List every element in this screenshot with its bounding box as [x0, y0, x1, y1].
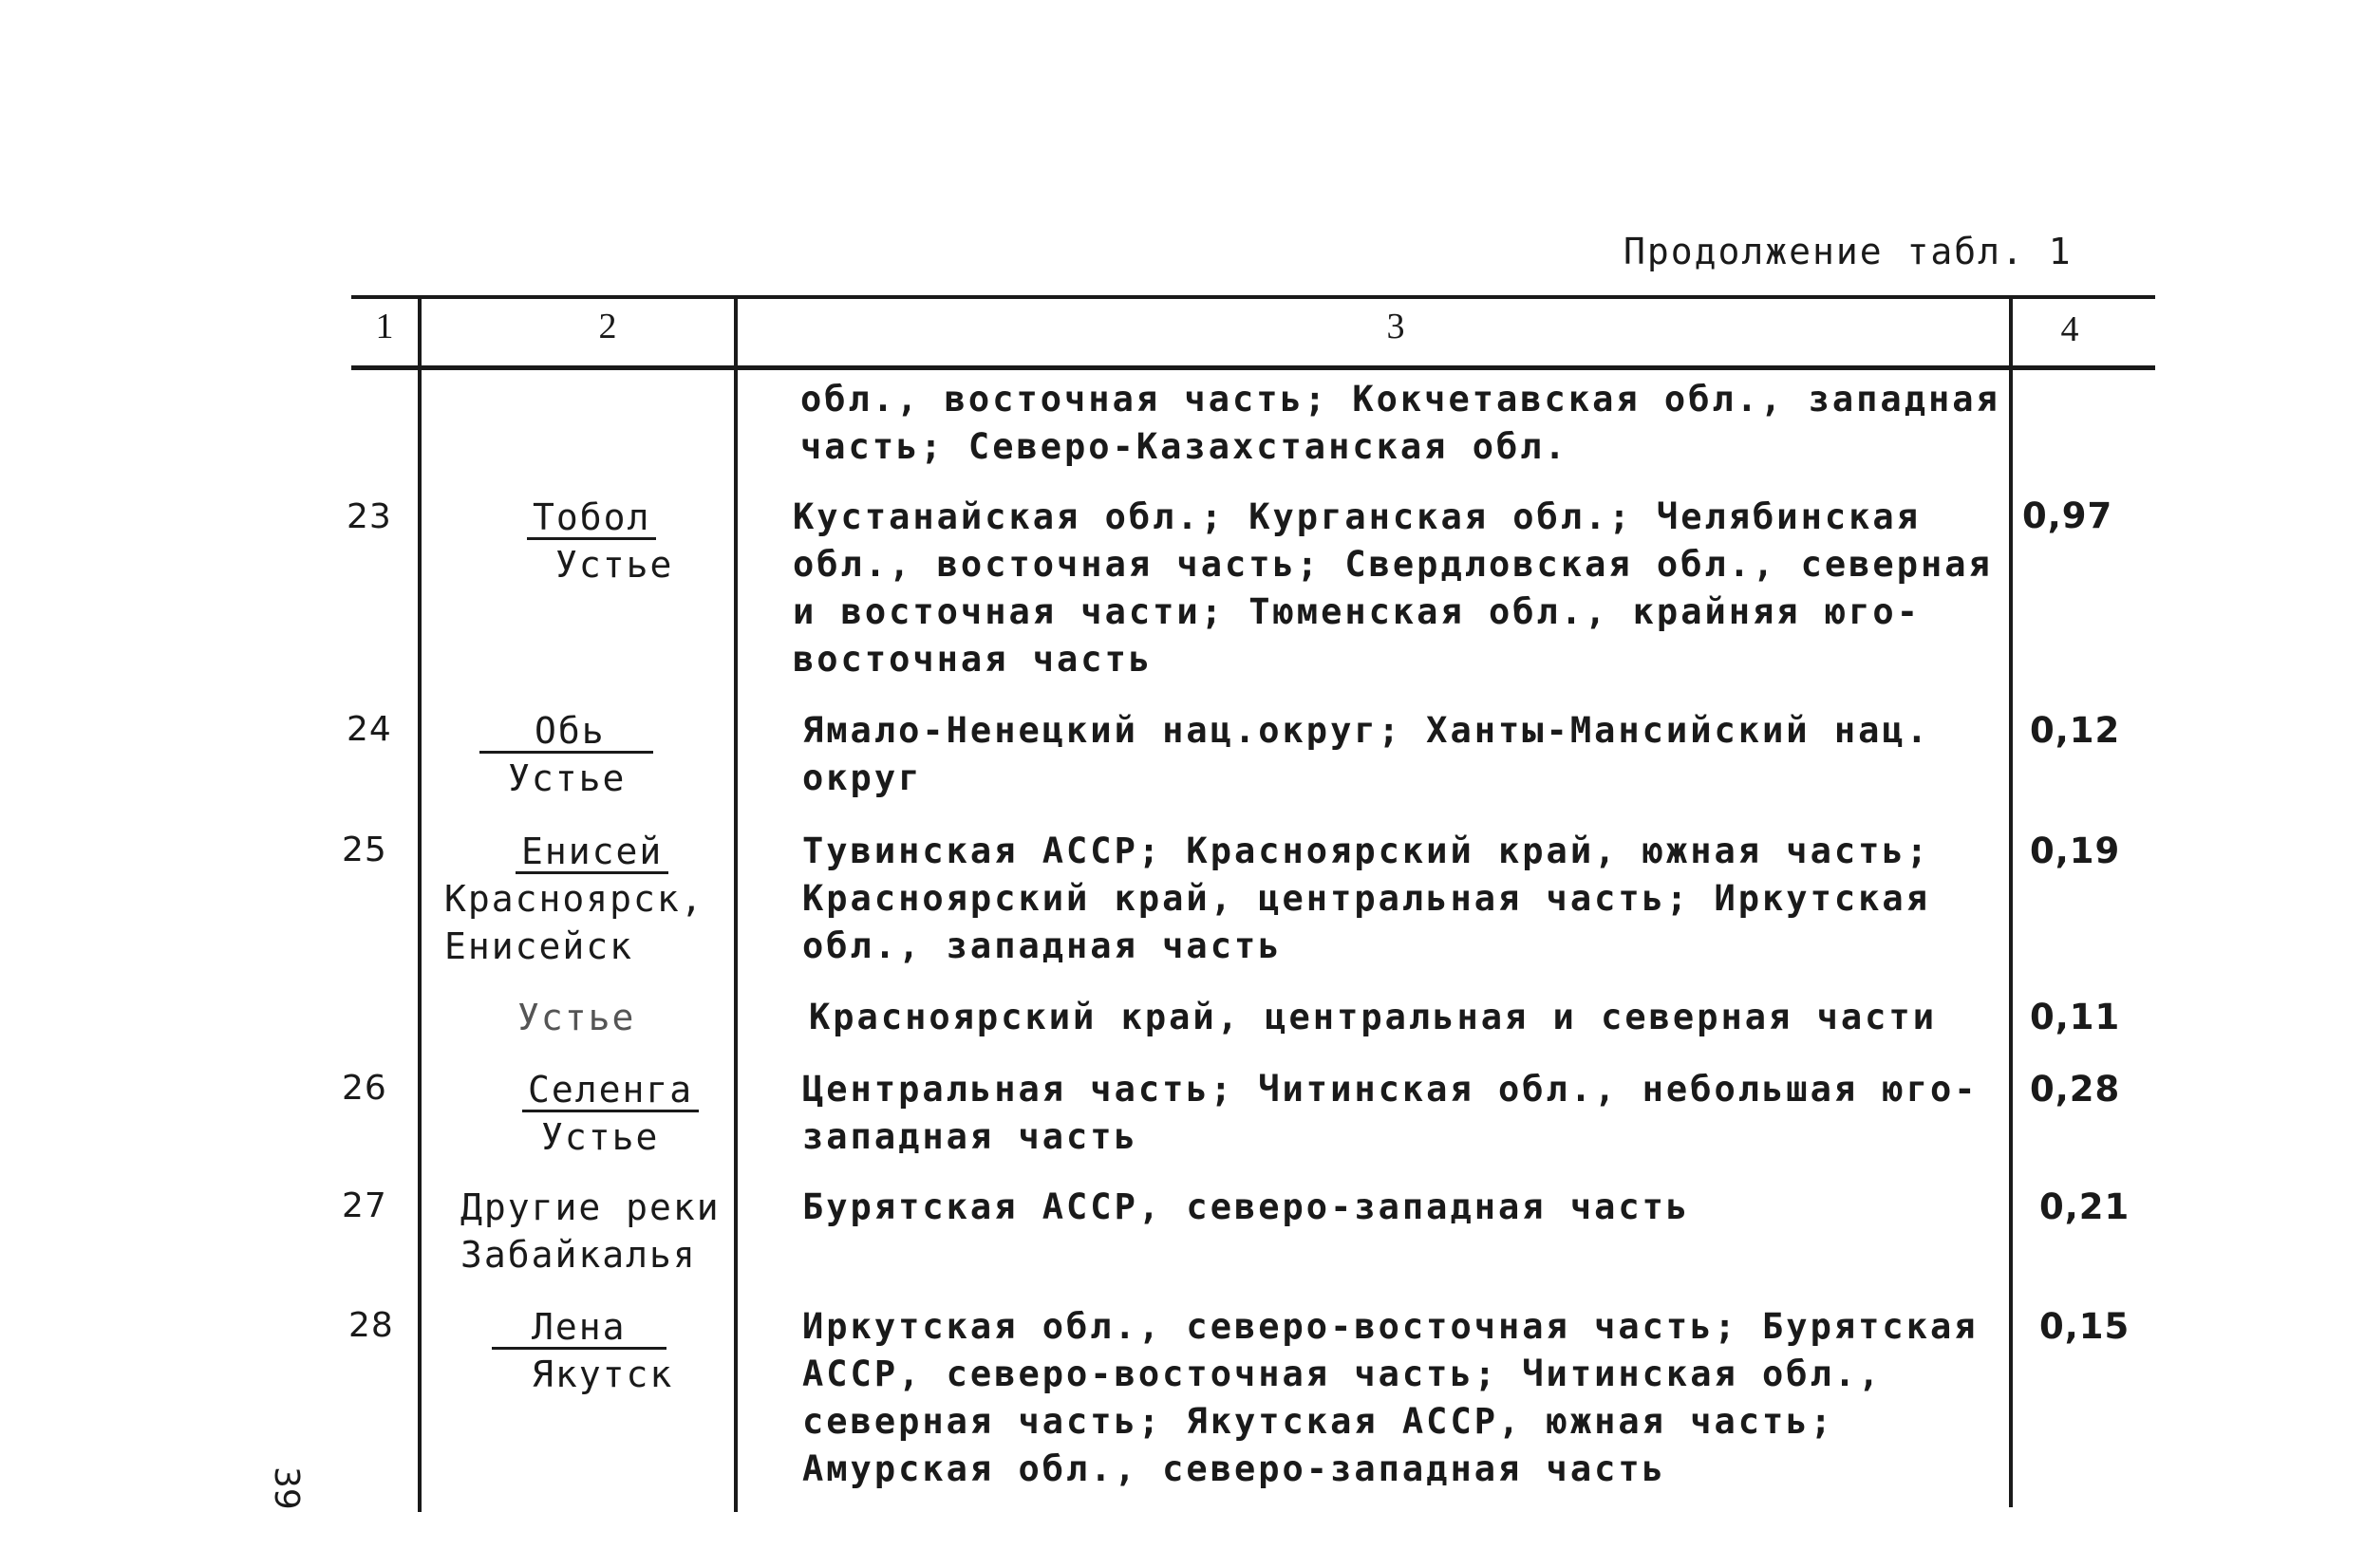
column-header-3: 3 — [1386, 307, 1405, 346]
description-line: западная часть — [802, 1116, 1138, 1157]
river-cell — [517, 994, 635, 1041]
region-description — [809, 994, 1937, 1041]
page-number: 39 — [267, 1466, 306, 1510]
row-number: 25 — [342, 831, 387, 869]
description-line: Центральная часть; Читинская обл., небольшая юго- — [802, 1069, 1979, 1110]
river-name: Енисей — [516, 831, 668, 874]
river-cell — [522, 1066, 699, 1161]
column-header-1: 1 — [375, 307, 394, 346]
continuation-line: часть; Северо-Казахстанская обл. — [800, 426, 1568, 467]
row-number: 26 — [342, 1069, 387, 1108]
river-cell — [479, 707, 653, 802]
column-header-2: 2 — [598, 307, 617, 346]
header-bottom-rule — [351, 365, 2155, 370]
description-line: Красноярский край, центральная часть; Иркутская — [802, 878, 1930, 919]
description-line: АССР, северо-восточная часть; Читинская обл., — [802, 1353, 1883, 1394]
region-description — [802, 707, 1930, 802]
row-number: 27 — [342, 1186, 387, 1225]
column-header-4: 4 — [2060, 309, 2079, 349]
river-name: Обь — [479, 711, 653, 754]
table-caption: Продолжение табл. 1 — [1624, 231, 2073, 272]
description-line: Тувинская АССР; Красноярский край, южная часть; — [802, 831, 1930, 871]
description-line: Кустанайская обл.; Курганская обл.; Челябинская — [793, 496, 1921, 537]
table-top-rule — [351, 295, 2155, 299]
region-description — [802, 1066, 1979, 1161]
coefficient-value: 0,19 — [2030, 831, 2121, 871]
description-line: Красноярский край, центральная и северная части — [809, 997, 1937, 1037]
gauge-site: Красноярск, — [444, 878, 704, 920]
coefficient-value: 0,11 — [2030, 997, 2121, 1037]
column-divider-2 — [734, 297, 738, 1512]
gauge-site: Забайкалья — [460, 1234, 697, 1276]
description-line: обл., западная часть — [802, 925, 1283, 966]
region-description — [793, 494, 1993, 683]
river-name: Лена — [492, 1307, 666, 1350]
description-line: округ — [802, 757, 923, 798]
description-line: обл., восточная часть; Свердловская обл., северная — [793, 544, 1993, 585]
gauge-site: Устье — [541, 1116, 660, 1158]
description-line: Ямало-Ненецкий нац.округ; Ханты-Мансийский нац. — [802, 710, 1930, 751]
continuation-line: обл., восточная часть; Кокчетавская обл., западная — [800, 379, 2000, 420]
continuation-text — [800, 376, 2000, 471]
river-name: Селенга — [522, 1070, 699, 1112]
gauge-site: Енисейск — [444, 925, 634, 967]
region-description — [802, 828, 1930, 970]
row-number: 28 — [348, 1306, 394, 1345]
coefficient-value: 0,21 — [2039, 1186, 2130, 1227]
coefficient-value: 0,12 — [2030, 710, 2121, 751]
description-line: восточная часть — [793, 639, 1154, 680]
description-line: северная часть; Якутская АССР, южная часть; — [802, 1401, 1834, 1442]
coefficient-value: 0,97 — [2022, 495, 2113, 536]
column-divider-1 — [418, 297, 422, 1512]
gauge-site: Устье — [555, 544, 674, 586]
coefficient-value: 0,15 — [2039, 1306, 2130, 1347]
river-cell — [492, 1303, 673, 1398]
description-line: Бурятская АССР, северо-западная часть — [802, 1186, 1691, 1227]
gauge-site: Якутск — [532, 1353, 674, 1395]
region-description — [802, 1303, 1979, 1493]
description-line: и восточная части; Тюменская обл., крайняя юго- — [793, 591, 1921, 632]
gauge-site: Другие реки — [460, 1186, 721, 1228]
river-name: Тобол — [527, 497, 656, 540]
description-line: Иркутская обл., северо-восточная часть; Бурятская — [802, 1306, 1979, 1347]
river-cell — [527, 494, 673, 588]
column-divider-3 — [2009, 297, 2013, 1507]
gauge-site: Устье — [517, 997, 636, 1038]
gauge-site: Устье — [508, 757, 627, 799]
row-number: 23 — [347, 497, 392, 536]
region-description — [802, 1184, 1690, 1231]
river-cell — [444, 828, 704, 970]
coefficient-value: 0,28 — [2030, 1069, 2121, 1110]
row-number: 24 — [347, 710, 392, 749]
river-cell — [460, 1184, 721, 1279]
description-line: Амурская обл., северо-западная часть — [802, 1448, 1666, 1489]
